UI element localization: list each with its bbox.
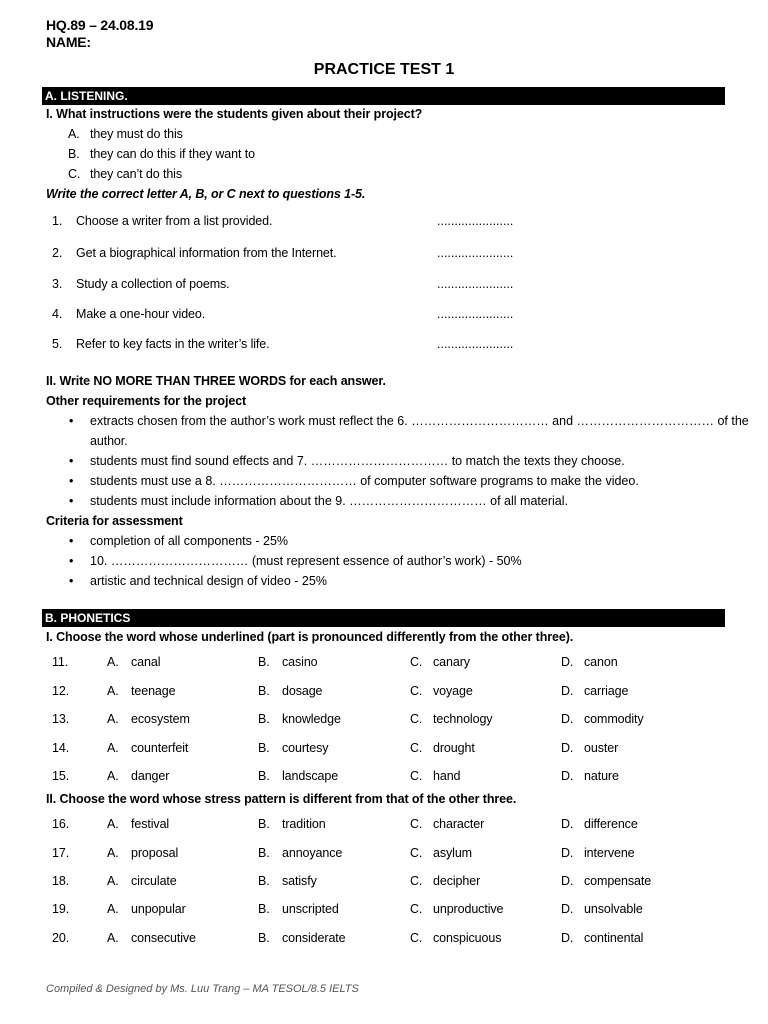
- option-letter: C.: [68, 167, 81, 181]
- option-letter-d: D.: [561, 684, 574, 698]
- option-word-d[interactable]: intervene: [584, 846, 635, 860]
- option-word-c[interactable]: voyage: [433, 684, 473, 698]
- item-number: 5.: [52, 337, 63, 351]
- option-letter-a: A.: [107, 769, 119, 783]
- option-letter-c: C.: [410, 741, 423, 755]
- question-number: 17.: [52, 846, 70, 860]
- option-letter-b: B.: [258, 655, 270, 669]
- option-letter-d: D.: [561, 712, 574, 726]
- section-a-bar: A. LISTENING.: [42, 87, 725, 105]
- item-number: 3.: [52, 277, 63, 291]
- option-word-b[interactable]: dosage: [282, 684, 323, 698]
- option-word-d[interactable]: compensate: [584, 874, 652, 888]
- item-number: 2.: [52, 246, 63, 260]
- option-word-c[interactable]: drought: [433, 741, 475, 755]
- option-word-d[interactable]: difference: [584, 817, 638, 831]
- option-letter-c: C.: [410, 874, 423, 888]
- option-word-a[interactable]: consecutive: [131, 931, 196, 945]
- option-letter-d: D.: [561, 817, 574, 831]
- option-letter-b: B.: [258, 712, 270, 726]
- answer-blank: ......................: [437, 337, 514, 351]
- option-word-a[interactable]: teenage: [131, 684, 176, 698]
- instruction: Write the correct letter A, B, or C next to questions 1-5.: [46, 187, 366, 201]
- option-word-c[interactable]: asylum: [433, 846, 472, 860]
- option-letter-c: C.: [410, 931, 423, 945]
- option-word-d[interactable]: unsolvable: [584, 902, 643, 916]
- option-letter-a: A.: [107, 931, 119, 945]
- option-word-c[interactable]: decipher: [433, 874, 481, 888]
- page-title: PRACTICE TEST 1: [313, 61, 455, 78]
- bullet-item: • students must use a 8. …………………………… of computer software programs to make the video.: [90, 474, 639, 488]
- option-word-b[interactable]: annoyance: [282, 846, 343, 860]
- phonetics-part-2: II. Choose the word whose stress pattern is different from that of the other three.: [46, 792, 517, 806]
- option-letter-b: B.: [258, 741, 270, 755]
- option-letter-b: B.: [258, 902, 270, 916]
- listening-question-2: II. Write NO MORE THAN THREE WORDS for each answer.: [46, 374, 386, 388]
- bullet-continuation: author.: [90, 434, 128, 448]
- option-word-d[interactable]: continental: [584, 931, 644, 945]
- option-word-a[interactable]: proposal: [131, 846, 179, 860]
- option-letter-a: A.: [107, 874, 119, 888]
- section-b-bar: B. PHONETICS: [42, 609, 725, 627]
- option-text: they must do this: [90, 127, 183, 141]
- question-number: 14.: [52, 741, 70, 755]
- option-word-a[interactable]: ecosystem: [131, 712, 190, 726]
- option-word-d[interactable]: ouster: [584, 741, 619, 755]
- option-word-b[interactable]: courtesy: [282, 741, 329, 755]
- criteria-item: • artistic and technical design of video - 25%: [90, 574, 327, 588]
- option-word-a[interactable]: canal: [131, 655, 161, 669]
- option-letter-b: B.: [258, 817, 270, 831]
- option-letter-a: A.: [107, 684, 119, 698]
- option-letter-b: B.: [258, 874, 270, 888]
- name-label: NAME:: [46, 34, 91, 50]
- option-letter-c: C.: [410, 655, 423, 669]
- option-letter-a: A.: [107, 741, 119, 755]
- answer-blank: ......................: [437, 307, 514, 321]
- answer-blank: ......................: [437, 277, 514, 291]
- option-letter-d: D.: [561, 902, 574, 916]
- item-text: Refer to key facts in the writer’s life.: [76, 337, 270, 351]
- option-word-c[interactable]: character: [433, 817, 485, 831]
- option-word-b[interactable]: considerate: [282, 931, 346, 945]
- option-text: they can do this if they want to: [90, 147, 255, 161]
- option-letter-b: B.: [258, 769, 270, 783]
- question-number: 15.: [52, 769, 70, 783]
- option-word-a[interactable]: festival: [131, 817, 170, 831]
- option-letter-a: A.: [107, 817, 119, 831]
- option-word-d[interactable]: carriage: [584, 684, 629, 698]
- bullet-item: • students must include information about the 9. …………………………… of all material.: [90, 494, 568, 508]
- option-letter-d: D.: [561, 846, 574, 860]
- phonetics-part-1: I. Choose the word whose underlined (part is pronounced differently from the other three).: [46, 630, 574, 644]
- option-letter-a: A.: [107, 712, 119, 726]
- criteria-item: • completion of all components - 25%: [90, 534, 288, 548]
- criteria-heading: Criteria for assessment: [46, 514, 183, 528]
- option-letter-a: A.: [107, 846, 119, 860]
- item-text: Study a collection of poems.: [76, 277, 230, 291]
- option-letter-d: D.: [561, 874, 574, 888]
- option-word-b[interactable]: knowledge: [282, 712, 341, 726]
- criteria-item: • 10. …………………………… (must represent essence of author’s work) - 50%: [90, 554, 522, 568]
- option-letter-c: C.: [410, 712, 423, 726]
- option-word-a[interactable]: circulate: [131, 874, 177, 888]
- footer-credit: Compiled & Designed by Ms. Luu Trang – MA TESOL/8.5 IELTS: [46, 983, 359, 995]
- question-number: 20.: [52, 931, 70, 945]
- question-number: 13.: [52, 712, 70, 726]
- item-number: 1.: [52, 214, 63, 228]
- question-number: 19.: [52, 902, 70, 916]
- option-word-d[interactable]: canon: [584, 655, 618, 669]
- option-letter-a: A.: [107, 902, 119, 916]
- bullet-item: • extracts chosen from the author’s work must reflect the 6. …………………………… and …………………………… of the: [90, 414, 749, 428]
- option-word-c[interactable]: unproductive: [433, 902, 504, 916]
- option-word-c[interactable]: hand: [433, 769, 461, 783]
- other-requirements-heading: Other requirements for the project: [46, 394, 247, 408]
- item-text: Choose a writer from a list provided.: [76, 214, 273, 228]
- question-number: 12.: [52, 684, 70, 698]
- option-letter-a: A.: [107, 655, 119, 669]
- option-word-c[interactable]: canary: [433, 655, 470, 669]
- option-word-b[interactable]: tradition: [282, 817, 326, 831]
- option-letter: B.: [68, 147, 80, 161]
- option-letter-c: C.: [410, 769, 423, 783]
- item-number: 4.: [52, 307, 63, 321]
- option-letter-c: C.: [410, 817, 423, 831]
- option-word-c[interactable]: conspicuous: [433, 931, 502, 945]
- option-letter: A.: [68, 127, 80, 141]
- option-word-a[interactable]: unpopular: [131, 902, 186, 916]
- question-number: 11.: [52, 655, 69, 669]
- option-letter-b: B.: [258, 931, 270, 945]
- item-text: Get a biographical information from the Internet.: [76, 246, 337, 260]
- option-letter-c: C.: [410, 846, 423, 860]
- option-letter-d: D.: [561, 931, 574, 945]
- option-letter-c: C.: [410, 902, 423, 916]
- option-text: they can’t do this: [90, 167, 183, 181]
- option-letter-d: D.: [561, 769, 574, 783]
- item-text: Make a one-hour video.: [76, 307, 206, 321]
- answer-blank: ......................: [437, 214, 514, 228]
- test-code: HQ.89 – 24.08.19: [46, 17, 154, 33]
- option-letter-c: C.: [410, 684, 423, 698]
- question-number: 18.: [52, 874, 70, 888]
- option-letter-b: B.: [258, 684, 270, 698]
- option-word-b[interactable]: satisfy: [282, 874, 317, 888]
- option-letter-d: D.: [561, 655, 574, 669]
- question-number: 16.: [52, 817, 70, 831]
- option-word-b[interactable]: unscripted: [282, 902, 339, 916]
- answer-blank: ......................: [437, 246, 514, 260]
- option-word-d[interactable]: commodity: [584, 712, 644, 726]
- option-word-a[interactable]: danger: [131, 769, 170, 783]
- option-word-b[interactable]: casino: [282, 655, 318, 669]
- option-word-a[interactable]: counterfeit: [131, 741, 189, 755]
- option-word-b[interactable]: landscape: [282, 769, 339, 783]
- option-word-d[interactable]: nature: [584, 769, 619, 783]
- option-letter-b: B.: [258, 846, 270, 860]
- option-word-c[interactable]: technology: [433, 712, 493, 726]
- bullet-item: • students must find sound effects and 7. …………………………… to match the texts they choose.: [90, 454, 625, 468]
- listening-question-1: I. What instructions were the students given about their project?: [46, 107, 423, 121]
- option-letter-d: D.: [561, 741, 574, 755]
